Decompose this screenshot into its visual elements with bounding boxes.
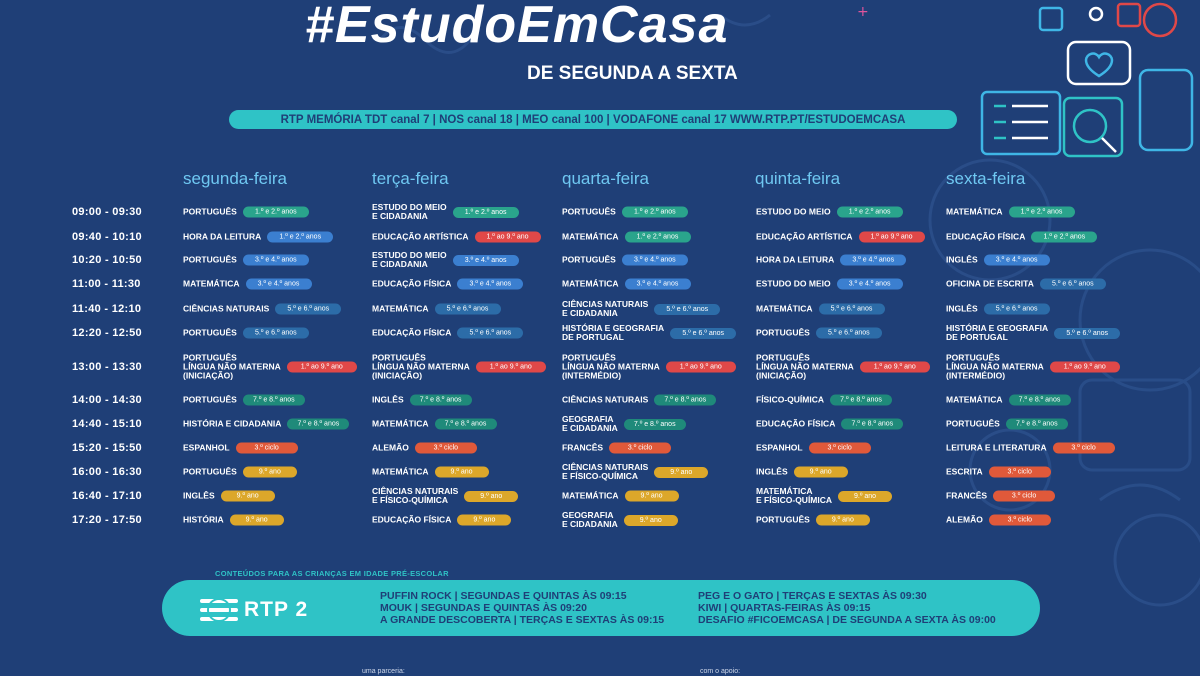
subject-name: FRANCÊS — [562, 442, 604, 453]
day-header: quarta-feira — [562, 169, 649, 188]
subject-name: LEITURA E LITERATURA — [946, 442, 1047, 453]
schedule-cell — [183, 467, 297, 478]
subject-name: OFICINA DE ESCRITA — [946, 278, 1034, 289]
grade-badge: 1.º ao 9.º ano — [666, 362, 736, 373]
subject-name: ESTUDO DO MEIO E CIDADANIA — [372, 250, 447, 269]
schedule-cell — [183, 443, 298, 454]
subject-name: PORTUGUÊS — [183, 394, 237, 405]
subject-name: MATEMÁTICA — [372, 303, 429, 314]
grade-badge: 3.º e 4.º anos — [840, 255, 906, 266]
schedule-cell — [372, 419, 497, 430]
rtp2-logo — [200, 597, 308, 623]
schedule-cell — [946, 207, 1075, 218]
subject-name: MATEMÁTICA — [946, 394, 1003, 405]
grade-badge: 9.º ano — [625, 491, 679, 502]
time-slot: 16:40 - 17:10 — [72, 490, 142, 502]
grade-badge: 3.º ciclo — [415, 443, 477, 454]
time-slot: 09:00 - 09:30 — [72, 206, 142, 218]
grade-badge: 1.º e 2.º anos — [622, 207, 688, 218]
schedule-cell — [756, 354, 930, 381]
grade-badge: 9.º ano — [435, 467, 489, 478]
schedule-cell — [562, 463, 708, 481]
grade-badge: 9.º ano — [221, 491, 275, 502]
time-slot: 10:20 - 10:50 — [72, 254, 142, 266]
subject-name: INGLÊS — [372, 394, 404, 405]
time-slot: 13:00 - 13:30 — [72, 361, 142, 373]
time-slot: 11:00 - 11:30 — [72, 278, 141, 290]
grade-badge: 7.º e 8.º anos — [435, 419, 497, 430]
schedule-cell — [372, 354, 546, 381]
schedule-cell — [562, 415, 686, 433]
time-slot: 11:40 - 12:10 — [72, 303, 142, 315]
schedule-cell — [372, 203, 519, 221]
subject-name: MATEMÁTICA — [562, 490, 619, 501]
subject-name: ESPANHOL — [183, 442, 230, 453]
subject-name: CIÊNCIAS NATURAIS E FÍSICO-QUÍMICA — [372, 486, 459, 505]
time-slot: 09:40 - 10:10 — [72, 231, 142, 243]
grade-badge: 5.º e 6.º anos — [670, 328, 736, 339]
grade-badge: 5.º e 6.º anos — [1054, 328, 1120, 339]
grade-badge: 3.º e 4.º anos — [453, 255, 519, 266]
schedule-cell — [756, 467, 848, 478]
schedule-cell — [183, 491, 275, 502]
schedule-cell — [946, 304, 1050, 315]
schedule-cell — [183, 515, 284, 526]
grade-badge: 1.º e 2.º anos — [625, 232, 691, 243]
schedule-cell — [946, 395, 1071, 406]
subject-name: ESTUDO DO MEIO E CIDADANIA — [372, 202, 447, 221]
grade-badge: 1.º e 2.º anos — [243, 207, 309, 218]
grade-badge: 1.º ao 9.º ano — [476, 362, 546, 373]
schedule-cell — [756, 207, 903, 218]
day-header: terça-feira — [372, 169, 449, 188]
schedule-cell — [946, 515, 1051, 526]
grade-badge: 7.º e 8.º anos — [830, 395, 892, 406]
schedule-cell — [562, 255, 688, 266]
grade-badge: 1.º e 2.º anos — [1031, 232, 1097, 243]
schedule-cell — [183, 328, 309, 339]
grade-badge: 1.º ao 9.º ano — [1050, 362, 1120, 373]
schedule-cell — [756, 279, 903, 290]
subject-name: EDUCAÇÃO FÍSICA — [372, 278, 452, 289]
subject-name: CIÊNCIAS NATURAIS E CIDADANIA — [562, 299, 649, 318]
schedule-cell — [372, 487, 518, 505]
time-slot: 17:20 - 17:50 — [72, 514, 142, 526]
preschool-item: PEG E O GATO | TERÇAS E SEXTAS ÀS 09:30 — [698, 590, 927, 602]
day-header: sexta-feira — [946, 169, 1026, 188]
preschool-item: DESAFIO #FICOEMCASA | DE SEGUNDA A SEXTA ÀS 09:00 — [698, 614, 996, 626]
preschool-left-list — [380, 590, 664, 626]
grade-badge: 3.º e 4.º anos — [984, 255, 1050, 266]
grade-badge: 7.º e 8.º anos — [1009, 395, 1071, 406]
schedule-cell — [372, 443, 477, 454]
partnership-label: uma parceria: — [362, 668, 405, 675]
grade-badge: 3.º e 4.º anos — [243, 255, 309, 266]
subject-name: PORTUGUÊS LÍNGUA NÃO MATERNA (INTERMÉDIO) — [562, 352, 660, 381]
grade-badge: 3.º e 4.º anos — [837, 279, 903, 290]
grade-badge: 3.º ciclo — [1053, 443, 1115, 454]
subject-name: CIÊNCIAS NATURAIS E FÍSICO-QUÍMICA — [562, 462, 649, 481]
subject-name: INGLÊS — [946, 303, 978, 314]
schedule-cell — [946, 255, 1050, 266]
grade-badge: 9.º ano — [624, 515, 678, 526]
grade-badge: 3.º ciclo — [609, 443, 671, 454]
schedule-cell — [372, 467, 489, 478]
grade-badge: 7.º e 8.º anos — [410, 395, 472, 406]
grade-badge: 7.º e 8.º anos — [287, 419, 349, 430]
rtp2-channel-name: RTP 2 — [244, 598, 309, 621]
grade-badge: 9.º ano — [838, 491, 892, 502]
grade-badge: 5.º e 6.º anos — [819, 304, 885, 315]
schedule-cell — [562, 491, 679, 502]
subject-name: CIÊNCIAS NATURAIS — [183, 303, 270, 314]
subject-name: MATEMÁTICA — [946, 206, 1003, 217]
schedule-cell — [372, 395, 472, 406]
subject-name: HISTÓRIA E GEOGRAFIA DE PORTUGAL — [562, 323, 665, 342]
schedule-cell — [562, 232, 691, 243]
subject-name: EDUCAÇÃO FÍSICA — [946, 231, 1026, 242]
subject-name: CIÊNCIAS NATURAIS — [562, 394, 649, 405]
grade-badge: 1.º ao 9.º ano — [287, 362, 357, 373]
grade-badge: 1.º ao 9.º ano — [860, 362, 930, 373]
grade-badge: 9.º ano — [243, 467, 297, 478]
subject-name: PORTUGUÊS — [756, 514, 810, 525]
schedule-cell — [183, 395, 305, 406]
preschool-label: CONTEÚDOS PARA AS CRIANÇAS EM IDADE PRÉ-ESCOLAR — [215, 569, 449, 578]
education-icons-cluster — [982, 4, 1192, 156]
subject-name: PORTUGUÊS — [756, 327, 810, 338]
subject-name: EDUCAÇÃO FÍSICA — [756, 418, 836, 429]
schedule-cell — [562, 279, 691, 290]
grade-badge: 5.º e 6.º anos — [275, 304, 341, 315]
support-label: com o apoio: — [700, 668, 741, 675]
subject-name: ALEMÃO — [946, 514, 983, 525]
grade-badge: 3.º ciclo — [236, 443, 298, 454]
grade-badge: 1.º ao 9.º ano — [859, 232, 925, 243]
subject-name: PORTUGUÊS — [946, 418, 1000, 429]
schedule-cell — [372, 304, 501, 315]
schedule-cell — [946, 443, 1115, 454]
subject-name: PORTUGUÊS LÍNGUA NÃO MATERNA (INICIAÇÃO) — [756, 352, 854, 381]
schedule-cell — [562, 324, 736, 342]
subject-name: INGLÊS — [756, 466, 788, 477]
grade-badge: 3.º ciclo — [989, 515, 1051, 526]
subject-name: MATEMÁTICA — [372, 418, 429, 429]
grade-badge: 3.º ciclo — [809, 443, 871, 454]
grade-badge: 7.º e 8.º anos — [654, 395, 716, 406]
schedule-cell — [946, 232, 1097, 243]
time-slot: 15:20 - 15:50 — [72, 442, 142, 454]
subject-name: EDUCAÇÃO ARTÍSTICA — [372, 231, 469, 242]
grade-badge: 5.º e 6.º anos — [1040, 279, 1106, 290]
schedule-cell — [756, 255, 906, 266]
subject-name: PORTUGUÊS — [562, 254, 616, 265]
day-header: segunda-feira — [183, 169, 287, 188]
subject-name: PORTUGUÊS LÍNGUA NÃO MATERNA (INTERMÉDIO) — [946, 352, 1044, 381]
page-title: #EstudoEmCasa — [305, 0, 729, 54]
subject-name: MATEMÁTICA — [562, 278, 619, 289]
grade-badge: 1.º e 2.º anos — [267, 232, 333, 243]
preschool-right-list — [698, 590, 996, 626]
grade-badge: 5.º e 6.º anos — [457, 328, 523, 339]
subject-name: HISTÓRIA E CIDADANIA — [183, 418, 282, 429]
grade-badge: 3.º ciclo — [989, 467, 1051, 478]
schedule-cell — [183, 419, 349, 430]
grade-badge: 1.º e 2.º anos — [837, 207, 903, 218]
subject-name: INGLÊS — [946, 254, 978, 265]
schedule-cell — [372, 232, 541, 243]
schedule-cell — [183, 255, 309, 266]
subject-name: PORTUGUÊS — [562, 206, 616, 217]
schedule-cell — [946, 419, 1068, 430]
schedule-cell — [183, 304, 341, 315]
schedule-cell — [183, 354, 357, 381]
schedule-cell — [946, 354, 1120, 381]
schedule-cell — [562, 300, 720, 318]
subject-name: PORTUGUÊS LÍNGUA NÃO MATERNA (INICIAÇÃO) — [372, 352, 470, 381]
grade-badge: 9.º ano — [654, 467, 708, 478]
grade-badge: 1.º e 2.º anos — [453, 207, 519, 218]
grade-badge: 3.º e 4.º anos — [246, 279, 312, 290]
subject-name: PORTUGUÊS — [183, 327, 237, 338]
subject-name: GEOGRAFIA E CIDADANIA — [562, 510, 618, 529]
schedule-cell — [562, 443, 671, 454]
svg-text:+: + — [857, 4, 869, 20]
subject-name: MATEMÁTICA — [562, 231, 619, 242]
subject-name: PORTUGUÊS — [183, 254, 237, 265]
subject-name: HISTÓRIA E GEOGRAFIA DE PORTUGAL — [946, 323, 1049, 342]
grade-badge: 9.º ano — [230, 515, 284, 526]
schedule-cell — [562, 354, 736, 381]
schedule-cell — [756, 304, 885, 315]
subject-name: PORTUGUÊS LÍNGUA NÃO MATERNA (INICIAÇÃO) — [183, 352, 281, 381]
schedule-cell — [756, 487, 892, 505]
schedule-cell — [372, 328, 523, 339]
grade-badge: 5.º e 6.º anos — [243, 328, 309, 339]
grade-badge: 5.º e 6.º anos — [984, 304, 1050, 315]
subject-name: ESTUDO DO MEIO — [756, 278, 831, 289]
subject-name: HORA DA LEITURA — [183, 231, 262, 242]
schedule-cell — [372, 515, 511, 526]
schedule-cell — [183, 232, 333, 243]
subject-name: EDUCAÇÃO ARTÍSTICA — [756, 231, 853, 242]
preschool-item: PUFFIN ROCK | SEGUNDAS E QUINTAS ÀS 09:15 — [380, 590, 627, 602]
subject-name: FRANCÊS — [946, 490, 988, 501]
schedule-cell — [756, 232, 925, 243]
time-slot: 14:00 - 14:30 — [72, 394, 142, 406]
rtp-logo-icon — [200, 597, 238, 623]
subject-name: MATEMÁTICA — [183, 278, 240, 289]
schedule-cell — [562, 207, 688, 218]
grade-badge: 3.º e 4.º anos — [625, 279, 691, 290]
schedule-cell — [946, 279, 1106, 290]
page-subtitle: DE SEGUNDA A SEXTA — [527, 63, 738, 84]
schedule-cell — [756, 328, 882, 339]
subject-name: HORA DA LEITURA — [756, 254, 835, 265]
schedule-cell — [756, 395, 892, 406]
subject-name: FÍSICO-QUÍMICA — [756, 394, 824, 405]
schedule-cell — [946, 491, 1055, 502]
subject-name: PORTUGUÊS — [183, 206, 237, 217]
schedule-cell — [756, 515, 870, 526]
grade-badge: 7.º e 8.º anos — [624, 419, 686, 430]
time-slot: 14:40 - 15:10 — [72, 418, 142, 430]
grade-badge: 7.º e 8.º anos — [1006, 419, 1068, 430]
schedule-cell — [372, 279, 523, 290]
preschool-item: KIWI | QUARTAS-FEIRAS ÀS 09:15 — [698, 602, 871, 614]
schedule-cell — [946, 324, 1120, 342]
grade-badge: 5.º e 6.º anos — [435, 304, 501, 315]
day-header: quinta-feira — [755, 169, 841, 188]
subject-name: GEOGRAFIA E CIDADANIA — [562, 414, 618, 433]
subject-name: ALEMÃO — [372, 442, 409, 453]
schedule-cell — [562, 511, 678, 529]
schedule-cell — [756, 419, 903, 430]
schedule-cell — [372, 251, 519, 269]
grade-badge: 5.º e 6.º anos — [654, 304, 720, 315]
grade-badge: 7.º e 8.º anos — [243, 395, 305, 406]
preschool-item: A GRANDE DESCOBERTA | TERÇAS E SEXTAS ÀS 09:15 — [380, 614, 665, 626]
channels-banner: RTP MEMÓRIA TDT canal 7 | NOS canal 18 | MEO canal 100 | VODAFONE canal 17 WWW.RTP.PT/ESTUDOEMCASA — [229, 110, 957, 129]
schedule-cell — [183, 207, 309, 218]
subject-name: HISTÓRIA — [183, 514, 224, 525]
subject-name: PORTUGUÊS — [183, 466, 237, 477]
grade-badge: 7.º e 8.º anos — [841, 419, 903, 430]
schedule-cell — [183, 279, 312, 290]
grade-badge: 5.º e 6.º anos — [816, 328, 882, 339]
schedule-cell — [946, 467, 1051, 478]
subject-name: MATEMÁTICA — [372, 466, 429, 477]
grade-badge: 3.º e 4.º anos — [622, 255, 688, 266]
grade-badge: 9.º ano — [464, 491, 518, 502]
schedule-cell — [756, 443, 871, 454]
grade-badge: 1.º e 2.º anos — [1009, 207, 1075, 218]
grade-badge: 3.º e 4.º anos — [457, 279, 523, 290]
subject-name: MATEMÁTICA E FÍSICO-QUÍMICA — [756, 486, 833, 505]
subject-name: EDUCAÇÃO FÍSICA — [372, 327, 452, 338]
preschool-item: MOUK | SEGUNDAS E QUINTAS ÀS 09:20 — [380, 602, 587, 614]
grade-badge: 1.º ao 9.º ano — [475, 232, 541, 243]
time-slot: 12:20 - 12:50 — [72, 327, 142, 339]
subject-name: ESCRITA — [946, 466, 983, 477]
subject-name: ESTUDO DO MEIO — [756, 206, 831, 217]
subject-name: MATEMÁTICA — [756, 303, 813, 314]
grade-badge: 3.º ciclo — [993, 491, 1055, 502]
grade-badge: 9.º ano — [457, 515, 511, 526]
grade-badge: 9.º ano — [794, 467, 848, 478]
time-slot: 16:00 - 16:30 — [72, 466, 142, 478]
grade-badge: 9.º ano — [816, 515, 870, 526]
subject-name: EDUCAÇÃO FÍSICA — [372, 514, 452, 525]
subject-name: ESPANHOL — [756, 442, 803, 453]
subject-name: INGLÊS — [183, 490, 215, 501]
schedule-cell — [562, 395, 716, 406]
